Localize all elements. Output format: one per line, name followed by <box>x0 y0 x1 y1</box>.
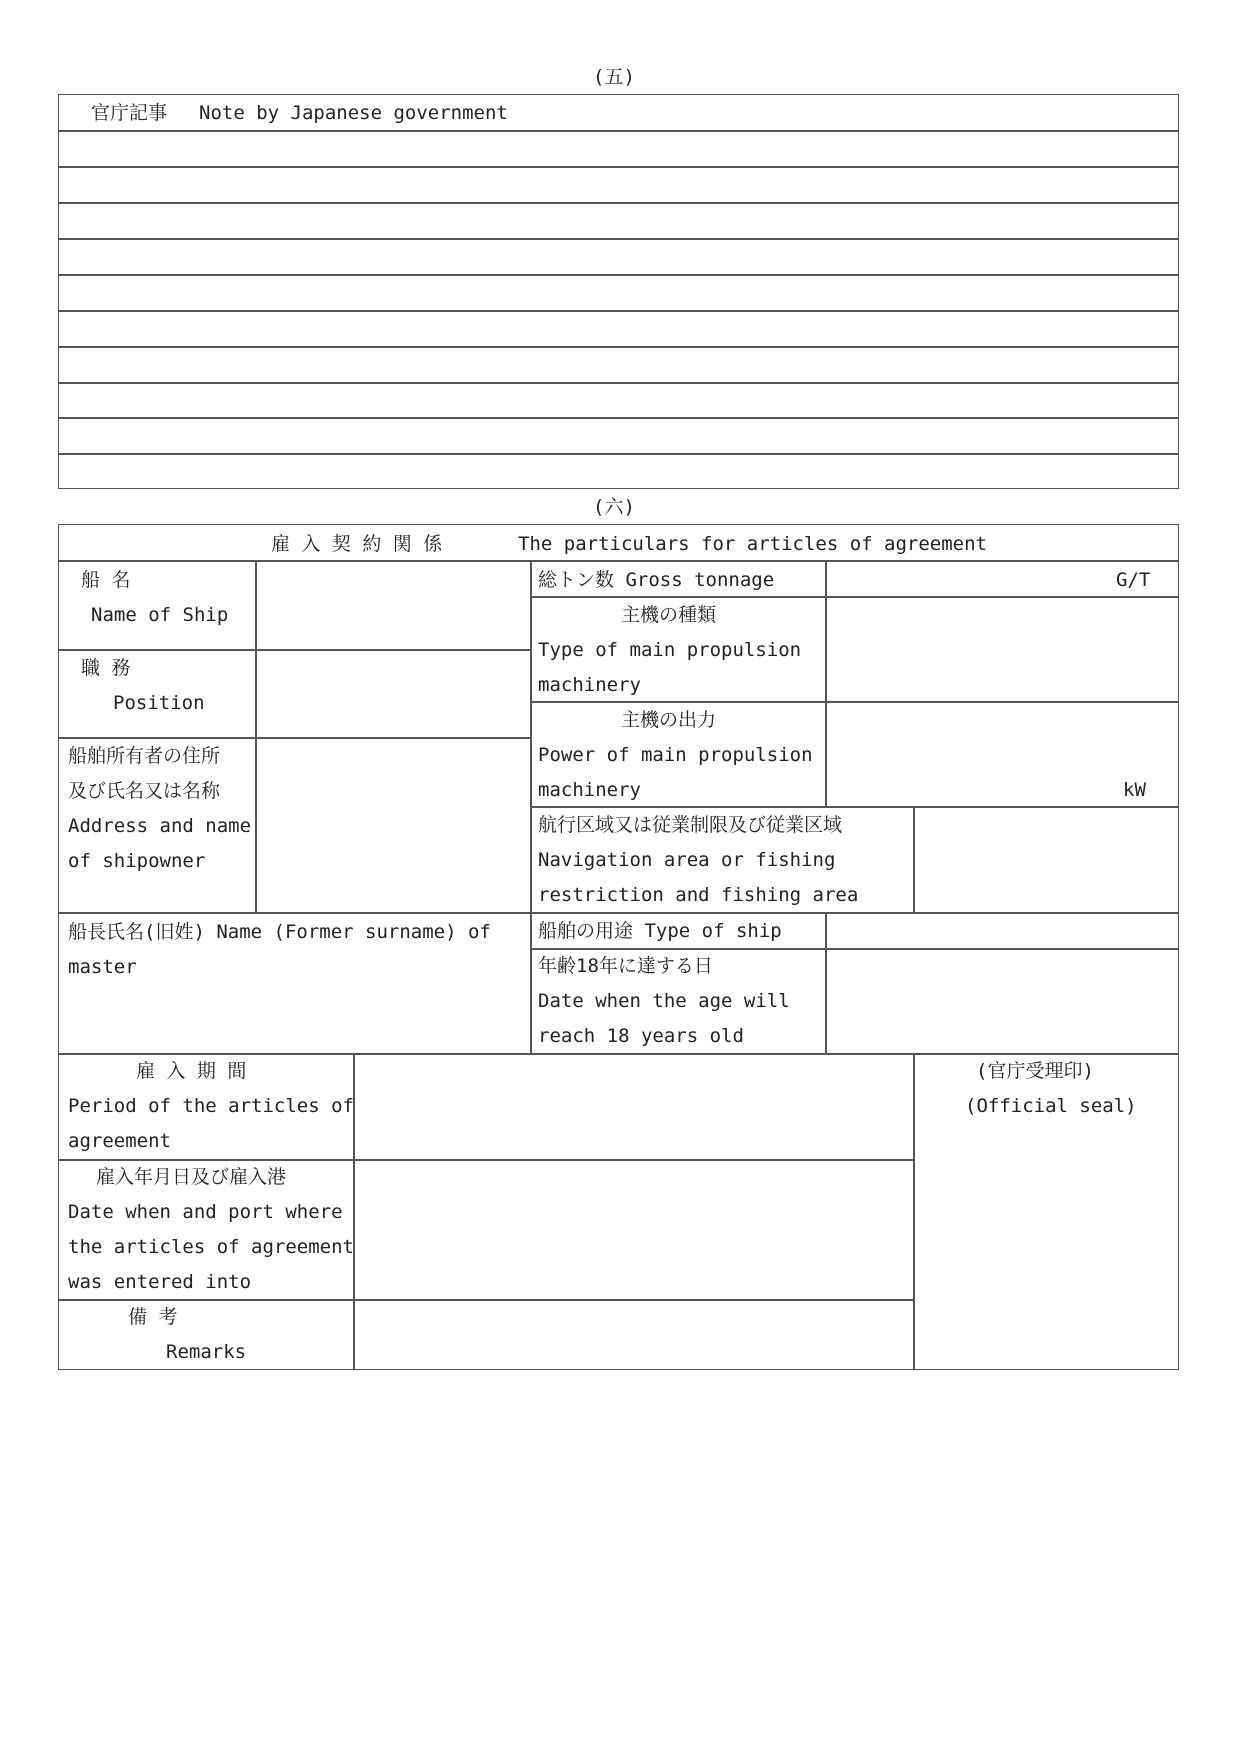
master-name-field[interactable] <box>60 985 529 1052</box>
notes-row-8[interactable] <box>59 383 1178 417</box>
agreement-header-jp: 雇 入 契 約 関 係 <box>271 533 443 555</box>
owner-label-jp-line1: 船舶所有者の住所 <box>68 745 221 767</box>
ship-name-label-en: Name of Ship <box>91 604 229 626</box>
shipowner-field[interactable] <box>257 739 529 911</box>
ship-name-field[interactable] <box>257 562 529 648</box>
government-notes-header-en: Note by Japanese government <box>199 102 508 124</box>
engine-power-label-en-line1: Power of main propulsion <box>538 744 813 766</box>
engine-power-label-jp: 主機の出力 <box>621 709 717 731</box>
engine-power-label-en-line2: machinery <box>538 779 641 801</box>
remarks-field[interactable] <box>355 1301 912 1369</box>
gross-tonnage-unit: G/T <box>1116 569 1151 591</box>
owner-label-en-line1: Address and name <box>68 815 252 837</box>
notes-row-6[interactable] <box>59 311 1178 345</box>
notes-row-3[interactable] <box>59 203 1178 237</box>
age-18-label-en-line2: reach 18 years old <box>538 1025 744 1047</box>
navigation-area-label-en-line2: restriction and fishing area <box>538 884 859 906</box>
period-label-en-line1: Period of the articles of <box>68 1095 354 1117</box>
period-field[interactable] <box>355 1055 912 1158</box>
ship-name-label-jp: 船 名 <box>81 569 131 591</box>
notes-row-1[interactable] <box>59 131 1178 165</box>
date-port-label-en-line1: Date when and port where <box>68 1201 343 1223</box>
age-18-date-field[interactable] <box>827 950 1177 1052</box>
notes-row-2[interactable] <box>59 167 1178 201</box>
notes-row-9[interactable] <box>59 418 1178 452</box>
official-seal-label-jp: (官庁受理印) <box>976 1060 1094 1082</box>
date-port-field[interactable] <box>355 1161 912 1298</box>
engine-power-unit: kW <box>1123 779 1146 801</box>
master-name-label-line2: master <box>68 956 137 978</box>
age-18-label-jp: 年齢18年に達する日 <box>538 955 713 977</box>
date-port-label-en-line2: the articles of agreement <box>68 1236 354 1258</box>
period-label-jp: 雇 入 期 間 <box>136 1060 247 1082</box>
government-notes-header-jp: 官庁記事 <box>91 102 168 124</box>
official-seal-area[interactable] <box>915 1124 1177 1369</box>
date-port-label-jp: 雇入年月日及び雇入港 <box>96 1166 287 1188</box>
engine-type-label-jp: 主機の種類 <box>621 604 717 626</box>
master-name-label-line1: 船長氏名(旧姓) Name (Former surname) of <box>68 921 491 943</box>
remarks-label-en: Remarks <box>166 1341 247 1363</box>
ship-type-label: 船舶の用途 Type of ship <box>538 920 782 942</box>
agreement-header-en: The particulars for articles of agreement <box>518 533 987 555</box>
age-18-label-en-line1: Date when the age will <box>538 990 790 1012</box>
position-field[interactable] <box>257 651 529 736</box>
position-label-jp: 職 務 <box>81 657 131 679</box>
notes-row-5[interactable] <box>59 275 1178 309</box>
section-number-5: (五) <box>593 66 635 88</box>
section-number-6: (六) <box>593 496 635 518</box>
ship-type-field[interactable] <box>827 914 1177 947</box>
navigation-area-label-en-line1: Navigation area or fishing <box>538 849 836 871</box>
position-label-en: Position <box>113 692 205 714</box>
period-label-en-line2: agreement <box>68 1130 171 1152</box>
table-rule <box>530 560 532 1053</box>
date-port-label-en-line3: was entered into <box>68 1271 252 1293</box>
owner-label-en-line2: of shipowner <box>68 850 206 872</box>
owner-label-jp-line2: 及び氏名又は名称 <box>68 780 221 802</box>
navigation-area-label-jp: 航行区域又は従業制限及び従業区域 <box>538 814 843 836</box>
notes-row-10[interactable] <box>59 454 1178 488</box>
engine-type-label-en-line2: machinery <box>538 674 641 696</box>
remarks-label-jp: 備 考 <box>128 1306 178 1328</box>
notes-row-7[interactable] <box>59 347 1178 381</box>
engine-type-label-en-line1: Type of main propulsion <box>538 639 802 661</box>
notes-row-4[interactable] <box>59 239 1178 273</box>
official-seal-label-en: (Official seal) <box>965 1095 1137 1117</box>
gross-tonnage-label: 総トン数 Gross tonnage <box>538 569 775 591</box>
navigation-area-field[interactable] <box>915 808 1177 911</box>
engine-type-field[interactable] <box>827 598 1177 700</box>
